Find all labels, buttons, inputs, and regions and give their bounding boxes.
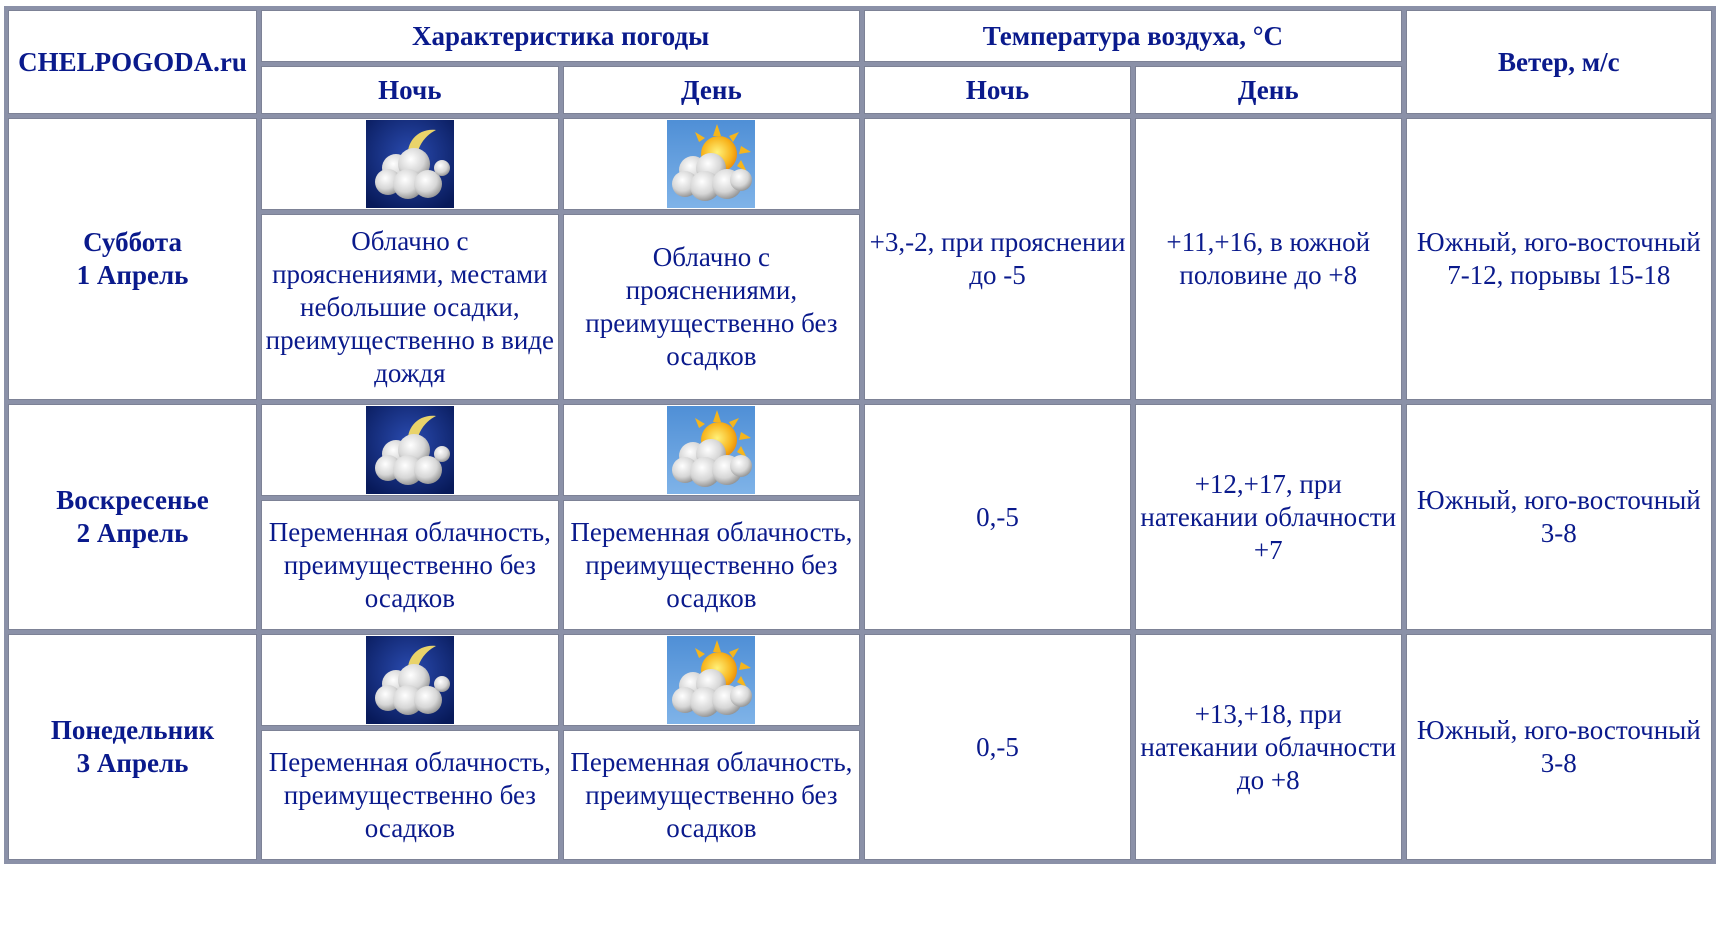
temp-day: +12,+17, при натекании облачности +7: [1135, 404, 1402, 630]
wind: Южный, юго-восточный 3-8: [1406, 634, 1712, 860]
wind: Южный, юго-восточный 7-12, порывы 15-18: [1406, 118, 1712, 400]
day-icon-cell: [563, 118, 861, 210]
night-icon-cell: [261, 634, 559, 726]
day-cloudy-sun-icon: [667, 406, 755, 494]
temp-day: +11,+16, в южной половине до +8: [1135, 118, 1402, 400]
night-description: Переменная облачность, преимущественно без осадков: [261, 730, 559, 860]
night-cloudy-moon-icon: [366, 120, 454, 208]
day-icon-cell: [563, 404, 861, 496]
header-wind: Ветер, м/с: [1406, 10, 1712, 114]
header-weather-day: День: [563, 66, 861, 114]
night-icon-cell: [261, 118, 559, 210]
day-name: Понедельник: [50, 715, 215, 745]
day-label: [8, 634, 257, 860]
day-name: Воскресенье: [56, 485, 209, 515]
day-date: 3 Апрель: [76, 748, 189, 778]
site-name: CHELPOGODA.ru: [8, 10, 257, 114]
header-temp-day: День: [1135, 66, 1402, 114]
night-icon-cell: [261, 404, 559, 496]
temp-night: 0,-5: [864, 404, 1131, 630]
night-cloudy-moon-icon: [366, 636, 454, 724]
night-description: Облачно с прояснениями, местами небольшие осадки, преимущественно в виде дождя: [261, 214, 559, 400]
day-label: [8, 404, 257, 630]
wind: Южный, юго-восточный 3-8: [1406, 404, 1712, 630]
day-description: Переменная облачность, преимущественно без осадков: [563, 500, 861, 630]
header-temp-night: Ночь: [864, 66, 1131, 114]
day-name: Суббота: [83, 227, 182, 257]
header-temperature: Температура воздуха, °C: [864, 10, 1401, 62]
header-weather-night: Ночь: [261, 66, 559, 114]
temp-night: +3,-2, при прояснении до -5: [864, 118, 1131, 400]
day-description: Облачно с прояснениями, преимущественно без осадков: [563, 214, 861, 400]
day-date: 2 Апрель: [76, 518, 189, 548]
night-description: Переменная облачность, преимущественно без осадков: [261, 500, 559, 630]
temp-night: 0,-5: [864, 634, 1131, 860]
day-description: Переменная облачность, преимущественно без осадков: [563, 730, 861, 860]
day-label: [8, 118, 257, 400]
day-date: 1 Апрель: [76, 260, 189, 290]
night-cloudy-moon-icon: [366, 406, 454, 494]
forecast-table: [4, 6, 1716, 864]
day-icon-cell: [563, 634, 861, 726]
temp-day: +13,+18, при натекании облачности до +8: [1135, 634, 1402, 860]
day-cloudy-sun-icon: [667, 636, 755, 724]
header-weather: Характеристика погоды: [261, 10, 860, 62]
day-cloudy-sun-icon: [667, 120, 755, 208]
